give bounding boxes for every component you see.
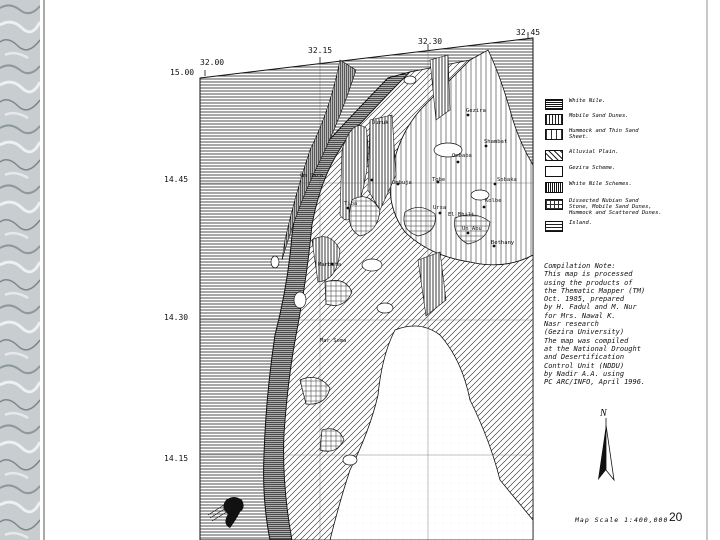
longitude-label: 32.30 bbox=[418, 37, 443, 46]
map-scale: Map Scale 1:400,000 bbox=[575, 516, 669, 524]
place-label: Gezira bbox=[466, 108, 486, 114]
page-number: 20 bbox=[669, 510, 683, 524]
north-label: N bbox=[600, 408, 607, 419]
legend-item bbox=[545, 149, 705, 163]
legend-swatch bbox=[545, 150, 563, 161]
legend-swatch bbox=[545, 182, 563, 193]
compilation-note: Compilation Note: This map is processed using the products of the Thematic Mapper (TM) Oct. 1985, prepared by H. Fadul and M. Nur for Mrs. Nawal K. Nasr research (Gezira University) The map was compiled at the National Drought and Desertification Control Unit (NDDU) by Nadir A.A. using PC ARC/INFO, April 1996. bbox=[544, 262, 646, 387]
place-label: Sobaka bbox=[497, 177, 517, 183]
legend-label: Island. bbox=[569, 220, 593, 226]
legend-item bbox=[545, 181, 705, 195]
legend-item bbox=[545, 220, 705, 234]
longitude-label: 32.45 bbox=[516, 28, 541, 37]
legend-swatch bbox=[545, 221, 563, 232]
latitude-label: 14.30 bbox=[164, 313, 189, 322]
place-label: Mar Soma bbox=[320, 338, 347, 344]
legend-swatch bbox=[545, 166, 563, 177]
legend-item bbox=[545, 113, 705, 127]
place-label: Un Abu bbox=[462, 226, 482, 232]
place-label: Kolbe bbox=[485, 198, 502, 204]
place-label: El Bhili bbox=[448, 212, 475, 218]
legend-label: Mobile Sand Dunes. bbox=[569, 113, 629, 119]
place-label: Ombuja bbox=[392, 180, 412, 186]
legend-swatch bbox=[545, 99, 563, 110]
legend-item bbox=[545, 128, 705, 148]
place-label: Tiba bbox=[344, 201, 358, 207]
place-label: Shambat bbox=[484, 139, 508, 145]
place-label: Bethany bbox=[491, 240, 515, 246]
place-label: Marbuta bbox=[318, 262, 342, 268]
legend-swatch bbox=[545, 114, 563, 125]
latitude-label: 14.15 bbox=[164, 454, 189, 463]
legend-label: White Nile Schemes. bbox=[569, 181, 632, 187]
longitude-label: 32.00 bbox=[200, 58, 225, 67]
place-label: Duruk bbox=[372, 120, 389, 126]
legend-swatch bbox=[545, 199, 563, 210]
longitude-label: 32.15 bbox=[308, 46, 333, 55]
legend-swatch bbox=[545, 129, 563, 140]
north-arrow bbox=[598, 418, 614, 480]
place-label: Tobe bbox=[432, 177, 446, 183]
legend-label: Gezira Scheme. bbox=[569, 165, 616, 171]
legend-item bbox=[545, 98, 705, 112]
latitude-label: 14.45 bbox=[164, 175, 189, 184]
place-label: Ombaba bbox=[452, 153, 472, 159]
legend-label: Hummock and Thin Sand Sheet. bbox=[569, 128, 639, 140]
legend-item bbox=[545, 165, 705, 179]
place-label: Ursa bbox=[433, 205, 447, 211]
legend-label: Dissected Nubian Sand Stone, Mobile Sand Dunes, Hummock and Scattered Dunes. bbox=[569, 198, 662, 216]
legend-label: White Nile. bbox=[569, 98, 606, 104]
place-label: Om Sara bbox=[300, 173, 324, 179]
legend-label: Alluvial Plain. bbox=[569, 149, 619, 155]
latitude-label: 15.00 bbox=[170, 68, 195, 77]
